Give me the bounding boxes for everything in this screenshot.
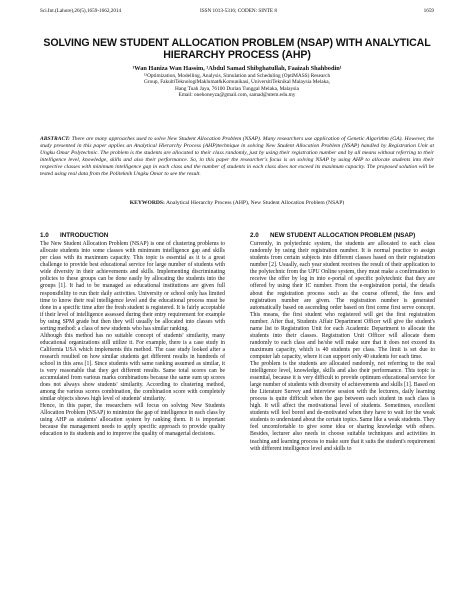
keywords-label: KEYWORDS: <box>129 200 165 206</box>
affiliation-line: ¹²Optimization, Modelling, Analysis, Simulation and Scheduling (OptiMASS) Research <box>143 73 331 79</box>
section-number: 2.0 <box>250 232 259 239</box>
abstract-text: There are many approaches used to solve New Student Allocation Problem (NSAP). Many researchers use application of Genetic Algorithm (GA). However, the study presented in this paper applies an Analytical Hierarchy Process (AHP)technique in solving New Student Allocation Problem (NSAP) handled by Registration Unit at Ungku Omar Polytechnic. The problem is the students are allocated to their class randomly, just by using their registration number and by all means without referring to their intelligence level, knowledge, skills and also their performance. So, in this paper the researcher's focus is on solving NSAP by using AHP to allocate students into their respective classes with minimum intelligence gap in each class and the number of students in each class does not exceed its maximum capacity. The proposed solution will be tested using real data from the Politeknik Ungku Omar to see the result. <box>40 136 434 177</box>
paragraph: The New Student Allocation Problem (NSAP) is one of clustering problems to allocate students into some classes with minimum intelligence gap and skills per class with its maximum capacity. This topic is essential as it is a great challenge to provide best educational service for large number of students with wide diversity in their achievements and skills. Implementing discriminating policies to these groups can be done easily by allocating the students into the groups [1]. It had to be managed as educational institutions are given full responsibility to run their daily activities. University or school only has limited time to know their real intelligence level and the educational process must be done in a specific time after the fresh student is registered. It is fairly acceptable if their level of intelligence assessed during their entry requirement for example by using SPM grade but then they will usually be allocated into classes with sorting method: a class of new students who has similar ranking. <box>40 241 225 332</box>
abstract <box>40 136 434 177</box>
issn-line: ISSN 1013-5316; CODEN: SINTE 8 <box>200 8 277 14</box>
page-number: 1659 <box>423 8 434 14</box>
paragraph: Although this method has no suitable concept of students' similarity, many educational organizations still utilize it. For example, there is a case study in California USA which implements this method. The case study looked after a research resulted on how similar students get different results in hundreds of school in this area [1]. Since students with same ranking assumed as similar, it is very reasonable that they get different results. Same total scores can be accumulated from various marks combinations because the same sum up scores does not always show students' similarity. According to clustering method, among the various scores combination, the combination score with completely similar objects shows high level of students' similarity. <box>40 332 225 403</box>
authors: ¹Wan Haniza Wan Hassim, ²Abdul Samad Shibghatullah, Faaizah Shahbodin¹ <box>132 65 342 72</box>
journal-citation: Sci.Int.(Lahore),26(5),1659-1662,2014 <box>40 8 122 14</box>
section-title: INTRODUCTION <box>60 232 109 239</box>
email-line: Email: onehoneyza@gmail.com, samad@utem.edu.my <box>178 92 296 99</box>
section-number: 1.0 <box>40 232 49 239</box>
paragraph: Currently, in polytechnic system, the students are allocated to each class randomly by using their registration number. It is normal practice to assign students from certain subjects into different classes based on their registration number [2]. Usually, each year student receives the result of their application to the polytechnic from the UPU Online system, they must make a confirmation to receive the offer by log in into e-portal of specific polytechnic that they are offered by using their IC number. From the e-registration portal, the details about the registration process such as the course offered, the fees and registration number are given. The registration number is generated automatically based on ascending order based on first come first serve concept. This means, the first student who registered will get the first registration number. After that, Students Affair Department Officer will give the student's name list to Registration Unit for each Academic Department to allocate the students into their classes. Registration Unit Officer will allocate them randomly to each class and he/she will make sure that it does not exceed its maximum capacity, which is 40 students per class. The limit is set due to computer lab capacity, where it can support only 40 students for each time. <box>250 241 435 360</box>
section-heading <box>250 232 435 239</box>
affiliation-line: Group, FakultiTeknologiMaklumat&Komunikasi, UniversitiTeknikal Malaysia Melaka, <box>144 79 330 86</box>
affiliation-line: Hang Tuah Jaya, 76100 Durian Tunggal Melaka, Malaysia <box>174 85 300 92</box>
section-title: NEW STUDENT ALLOCATION PROBLEM (NSAP) <box>270 232 416 239</box>
affiliation <box>100 73 374 99</box>
keywords <box>40 200 434 207</box>
paragraph: Hence, in this paper, the researchers will focus on solving New Students Allocation Problem (NSAP) to minimize the gap of intelligence in each class by using AHP as students' allocation system by ranking them. It is important because the management needs to apply specific approach to provide quality education to its students and to improve the quality of managerial decisions. <box>40 403 225 438</box>
keywords-text: Analytical Hierarchy Process (AHP), New Student Allocation Problem (NSAP) <box>166 200 345 206</box>
paragraph: The problem is the students are allocated randomly, not referring to the real intelligence level, knowledge, skills and also their performance. This topic is essential, because it is very difficult to provide optimum educational service for large number of students with diversity of achievements and skills [1]. Based on the Literature Survey and interview session with the lecturers, daily learning process is quite difficult when the gap between each student in each class is high. It will affect the motivational level of students. Sometimes, excellent students will feel bored and de-motivated when they have to wait for the weak students to understand about the certain topics. Same like a weak students. They feel uncomfortable to give some idea or sharing knowledge with others. Besides, lecturer also needs to choose suitable techniques and activities in teaching and learning process to make sure that it suits the student's requirement with different intelligence level and skills to <box>250 361 435 452</box>
abstract-label: ABSTRACT: <box>40 136 71 142</box>
right-column <box>250 232 435 453</box>
section-heading <box>40 232 225 239</box>
paper-title: SOLVING NEW STUDENT ALLOCATION PROBLEM (NSAP) WITH ANALYTICAL HIERARCHY PROCESS (AHP) <box>43 37 431 61</box>
left-column <box>40 232 225 439</box>
